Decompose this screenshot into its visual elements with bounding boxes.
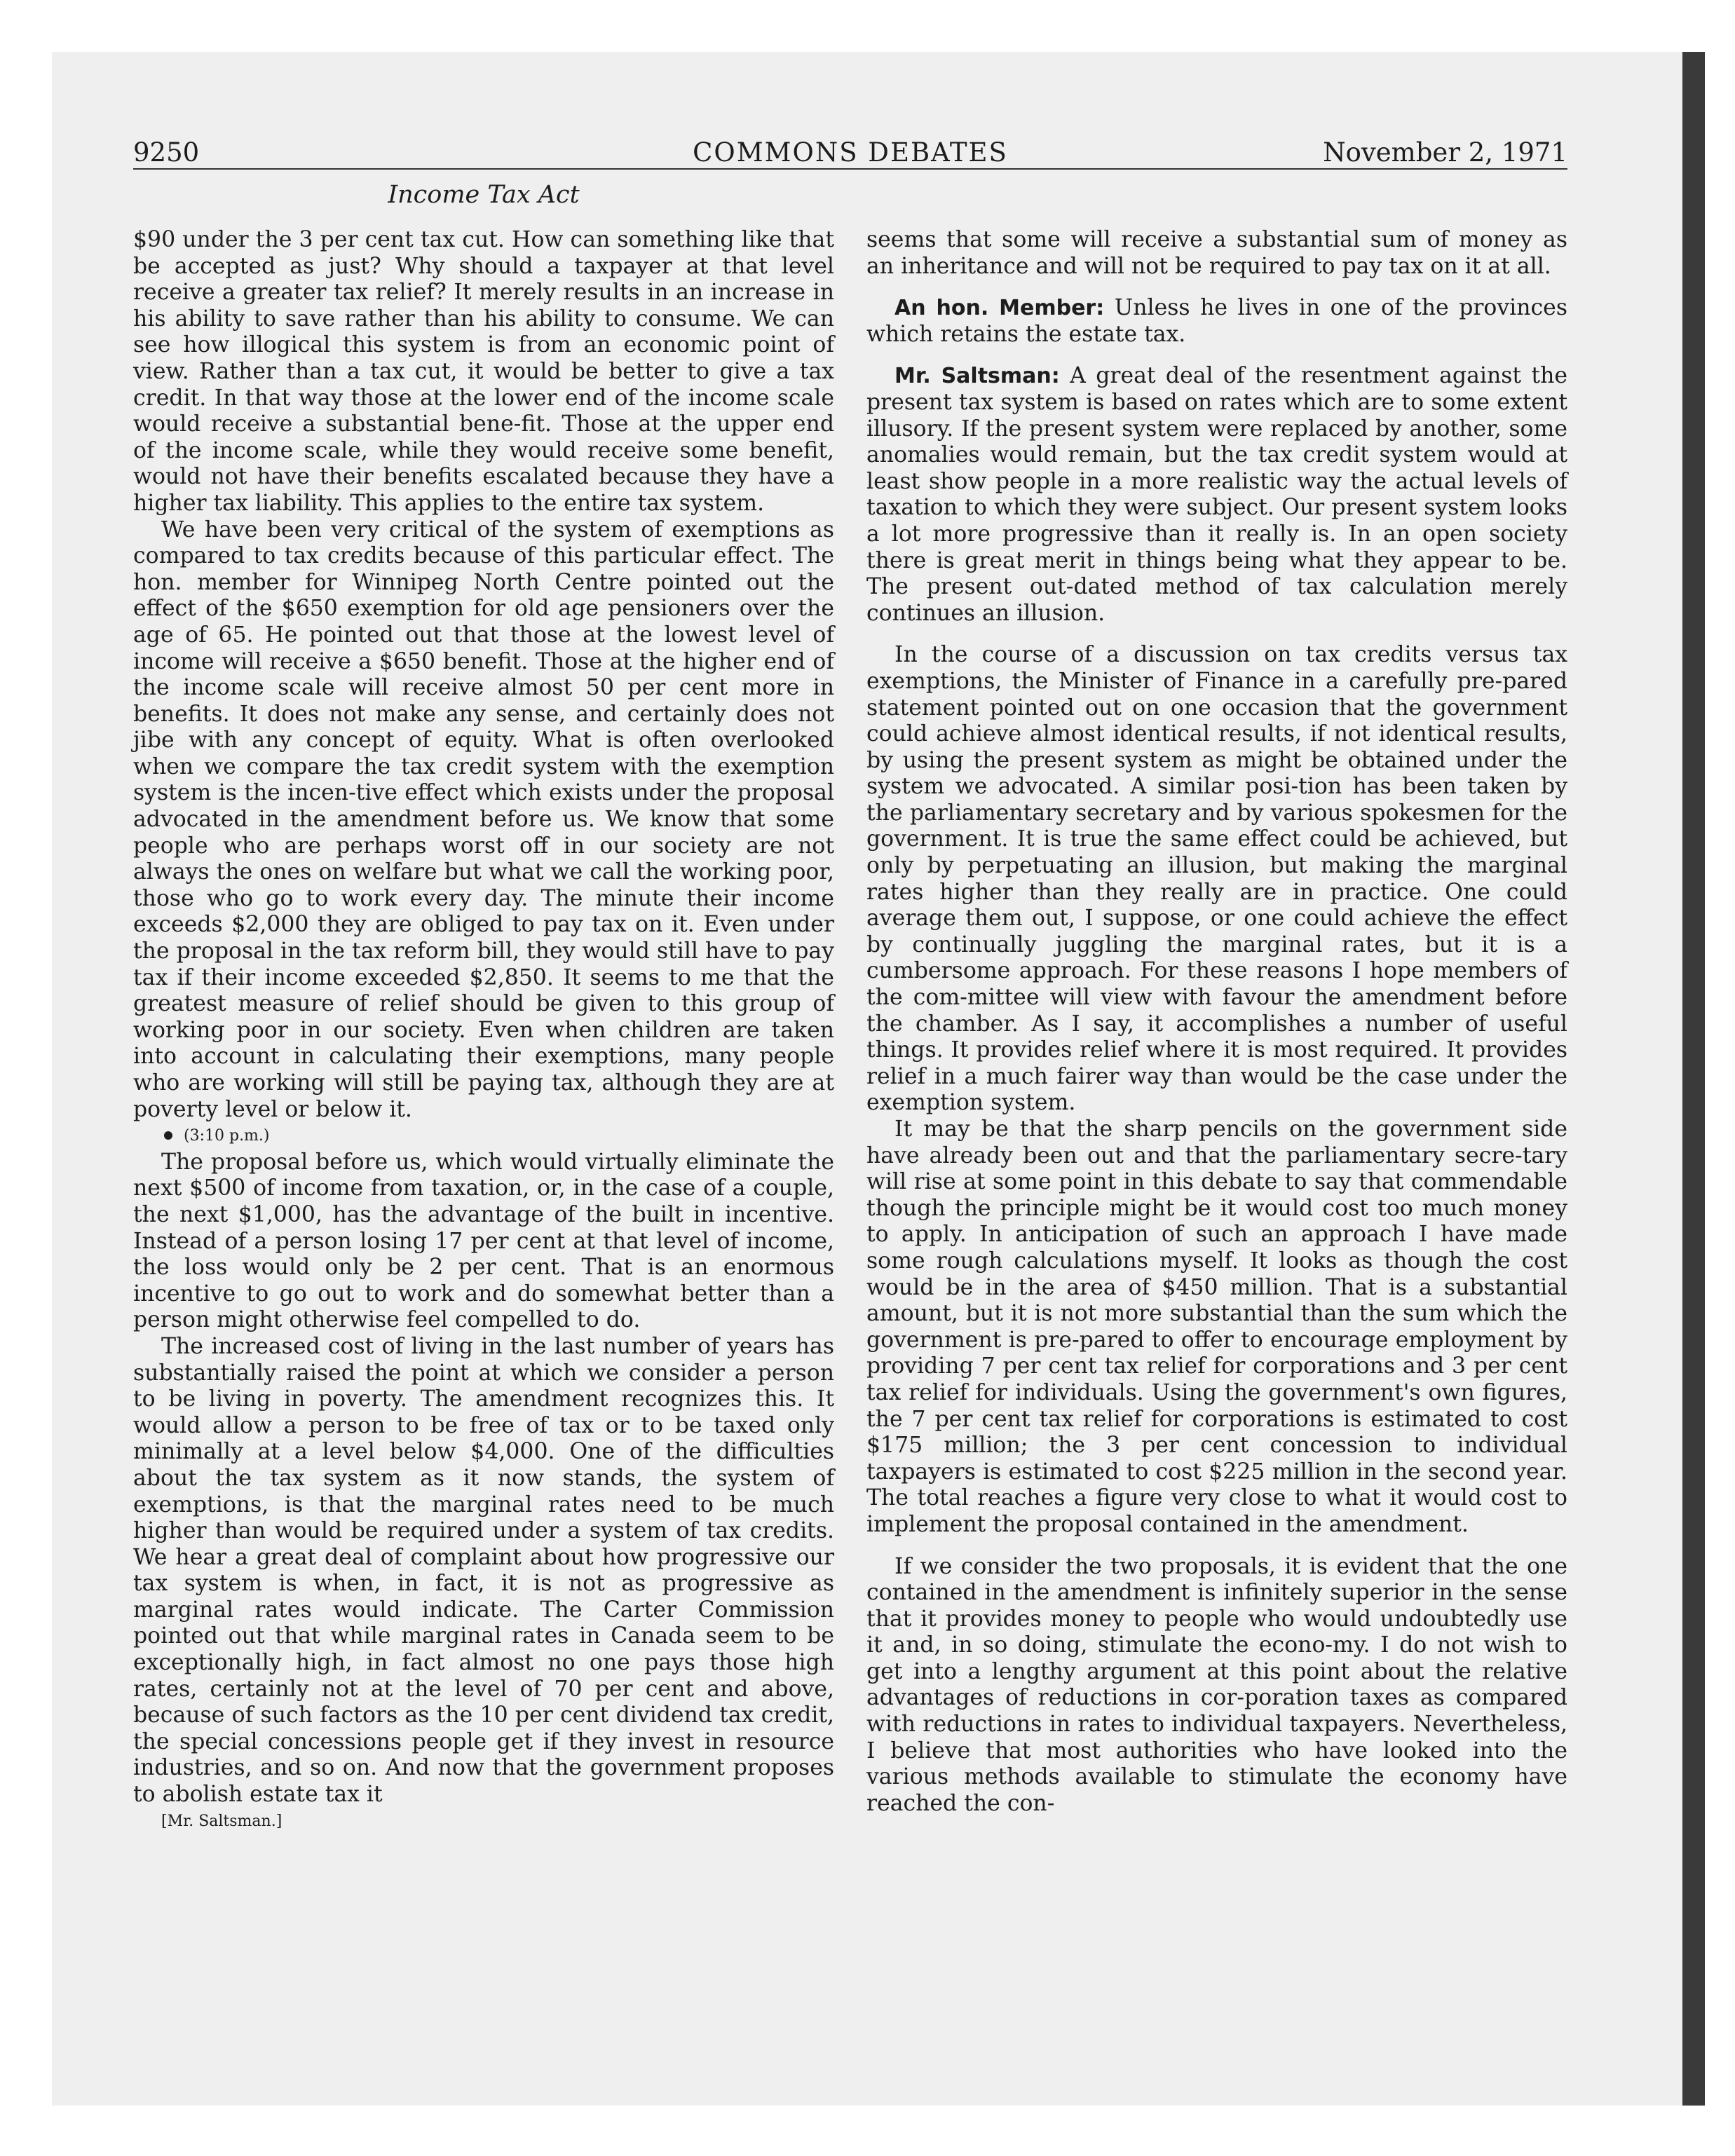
publication-title: COMMONS DEBATES (693, 137, 1008, 168)
page-number: 9250 (133, 137, 200, 168)
paragraph: $90 under the 3 per cent tax cut. How can something like that be accepted as just? Why should a taxpayer at that level receive a greater tax relief? It merely results in an increase in his ability to save rather than his ability to consume. We can see how illogical this system is from an economic point of view. Rather than a tax cut, it would be better to give a tax credit. In that way those at the lower end of the income scale would receive a substantial bene-fit. Those at the upper end of the income scale, while they would receive some benefit, would not have their benefits escalated because they have a higher tax liability. This applies to the entire tax system. (133, 227, 834, 516)
issue-date: November 2, 1971 (1323, 137, 1567, 168)
speaker-footnote: [Mr. Saltsman.] (161, 1812, 283, 1830)
paragraph: If we consider the two proposals, it is evident that the one contained in the amendment is infinitely superior in the sense that it provides money to people who would undoubtedly use it and, in so doing, stimulate the econo-my. I do not wish to get into a lengthy argument at this point about the relative advantages of reductions in cor-poration taxes as compared with reductions in rates to individual taxpayers. Nevertheless, I believe that most authorities who have looked into the various methods available to stimulate the economy have reached the con- (866, 1553, 1567, 1816)
paragraph: seems that some will receive a substantial sum of money as an inheritance and will not be required to pay tax on it at all. (866, 227, 1567, 279)
paragraph: The increased cost of living in the last number of years has substantially raised the point at which we consider a person to be living in poverty. The amendment recognizes this. It would allow a person to be free of tax or to be taxed only minimally at a level below $4,000. One of the difficulties about the tax system as it now stands, the system of exemptions, is that the marginal rates need to be much higher than would be required under a system of tax credits. We hear a great deal of complaint about how progressive our tax system is when, in fact, it is not as progressive as marginal rates would indicate. The Carter Commission pointed out that while marginal rates in Canada seem to be exceptionally high, in fact almost no one pays those high rates, certainly not at the level of 70 per cent and above, because of such factors as the 10 per cent dividend tax credit, the special concessions people get if they invest in resource industries, and so on. And now that the government proposes to abolish estate tax it (133, 1333, 834, 1808)
speaker-name: An hon. Member: (894, 296, 1105, 321)
speaker-paragraph (866, 363, 1567, 627)
paragraph: The proposal before us, which would virtually eliminate the next $500 of income from taxation, or, in the case of a couple, the next $1,000, has the advantage of the built in incentive. Instead of a person losing 17 per cent at that level of income, the loss would only be 2 per cent. That is an enormous incentive to go out to work and do somewhat better than a person might otherwise feel compelled to do. (133, 1149, 834, 1333)
binding-edge (1682, 52, 1705, 2106)
speaker-name: Mr. Saltsman: (894, 364, 1060, 389)
speech-text: Unless he lives in one of the provinces which retains the estate tax. (866, 295, 1567, 347)
paragraph: We have been very critical of the system of exemptions as compared to tax credits because of this particular effect. The hon. member for Winnipeg North Centre pointed out the effect of the $650 exemption for old age pensioners over the age of 65. He pointed out that those at the lowest level of income will receive a $650 benefit. Those at the higher end of the income scale will receive almost 50 per cent more in benefits. It does not make any sense, and certainly does not jibe with any concept of equity. What is often overlooked when we compare the tax credit system with the exemption system is the incen-tive effect which exists under the proposal advocated in the amendment before us. We know that some people who are perhaps worst off in our society are not always the ones on welfare but what we call the working poor, those who go to work every day. The minute their income exceeds $2,000 they are obliged to pay tax on it. Even under the proposal in the tax reform bill, they would still have to pay tax if their income exceeded $2,850. It seems to me that the greatest measure of relief should be given to this group of working poor in our society. Even when children are taken into account in calculating their exemptions, many people who are working will still be paying tax, although they are at poverty level or below it. (133, 517, 834, 1122)
speech-text: A great deal of the resentment against the present tax system is based on rates which are to some extent illusory. If the present system were replaced by another, some anomalies would remain, but the tax credit system would at least show people in a more realistic way the actual levels of taxation to which they were subject. Our present system looks a lot more progressive than it really is. In an open society there is great merit in things being what they appear to be. The present out-dated method of tax calculation merely continues an illusion. (866, 363, 1568, 626)
section-subheading: Income Tax Act (388, 181, 580, 209)
paragraph: It may be that the sharp pencils on the government side have already been out and that the parliamentary secre-tary will rise at some point in this debate to say that commendable though the principle might be it would cost too much money to apply. In anticipation of such an approach I have made some rough calculations myself. It looks as though the cost would be in the area of $450 million. That is a substantial amount, but it is not more substantial than the sum which the government is pre-pared to offer to encourage employment by providing 7 per cent tax relief for corporations and 3 per cent tax relief for individuals. Using the government's own figures, the 7 per cent tax relief for corporations is estimated to cost $175 million; the 3 per cent concession to individual taxpayers is estimated to cost $225 million in the second year. The total reaches a figure very close to what it would cost to implement the proposal contained in the amendment. (866, 1117, 1567, 1537)
paragraph: In the course of a discussion on tax credits versus tax exemptions, the Minister of Finance in a carefully pre-pared statement pointed out on one occasion that the government could achieve almost identical results, if not identical results, by using the present system as might be obtained under the system we advocated. A similar posi-tion has been taken by the parliamentary secretary and by various spokesmen for the government. It is true the same effect could be achieved, but only by perpetuating an illusion, but making the marginal rates higher than they really are in practice. One could average them out, I suppose, or one could achieve the effect by continually juggling the marginal rates, but it is a cumbersome approach. For these reasons I hope members of the com-mittee will view with favour the amendment before the chamber. As I say, it accomplishes a number of useful things. It provides relief where it is most required. It provides relief in a much fairer way than would be the case under the exemption system. (866, 642, 1567, 1116)
right-column (866, 227, 1567, 1817)
running-header (133, 137, 1567, 170)
speaker-paragraph (866, 295, 1567, 348)
left-column (133, 227, 834, 1834)
bullet-icon (164, 1131, 172, 1140)
time-stamp (133, 1123, 834, 1149)
time-stamp-text: (3:10 p.m.) (184, 1127, 270, 1145)
